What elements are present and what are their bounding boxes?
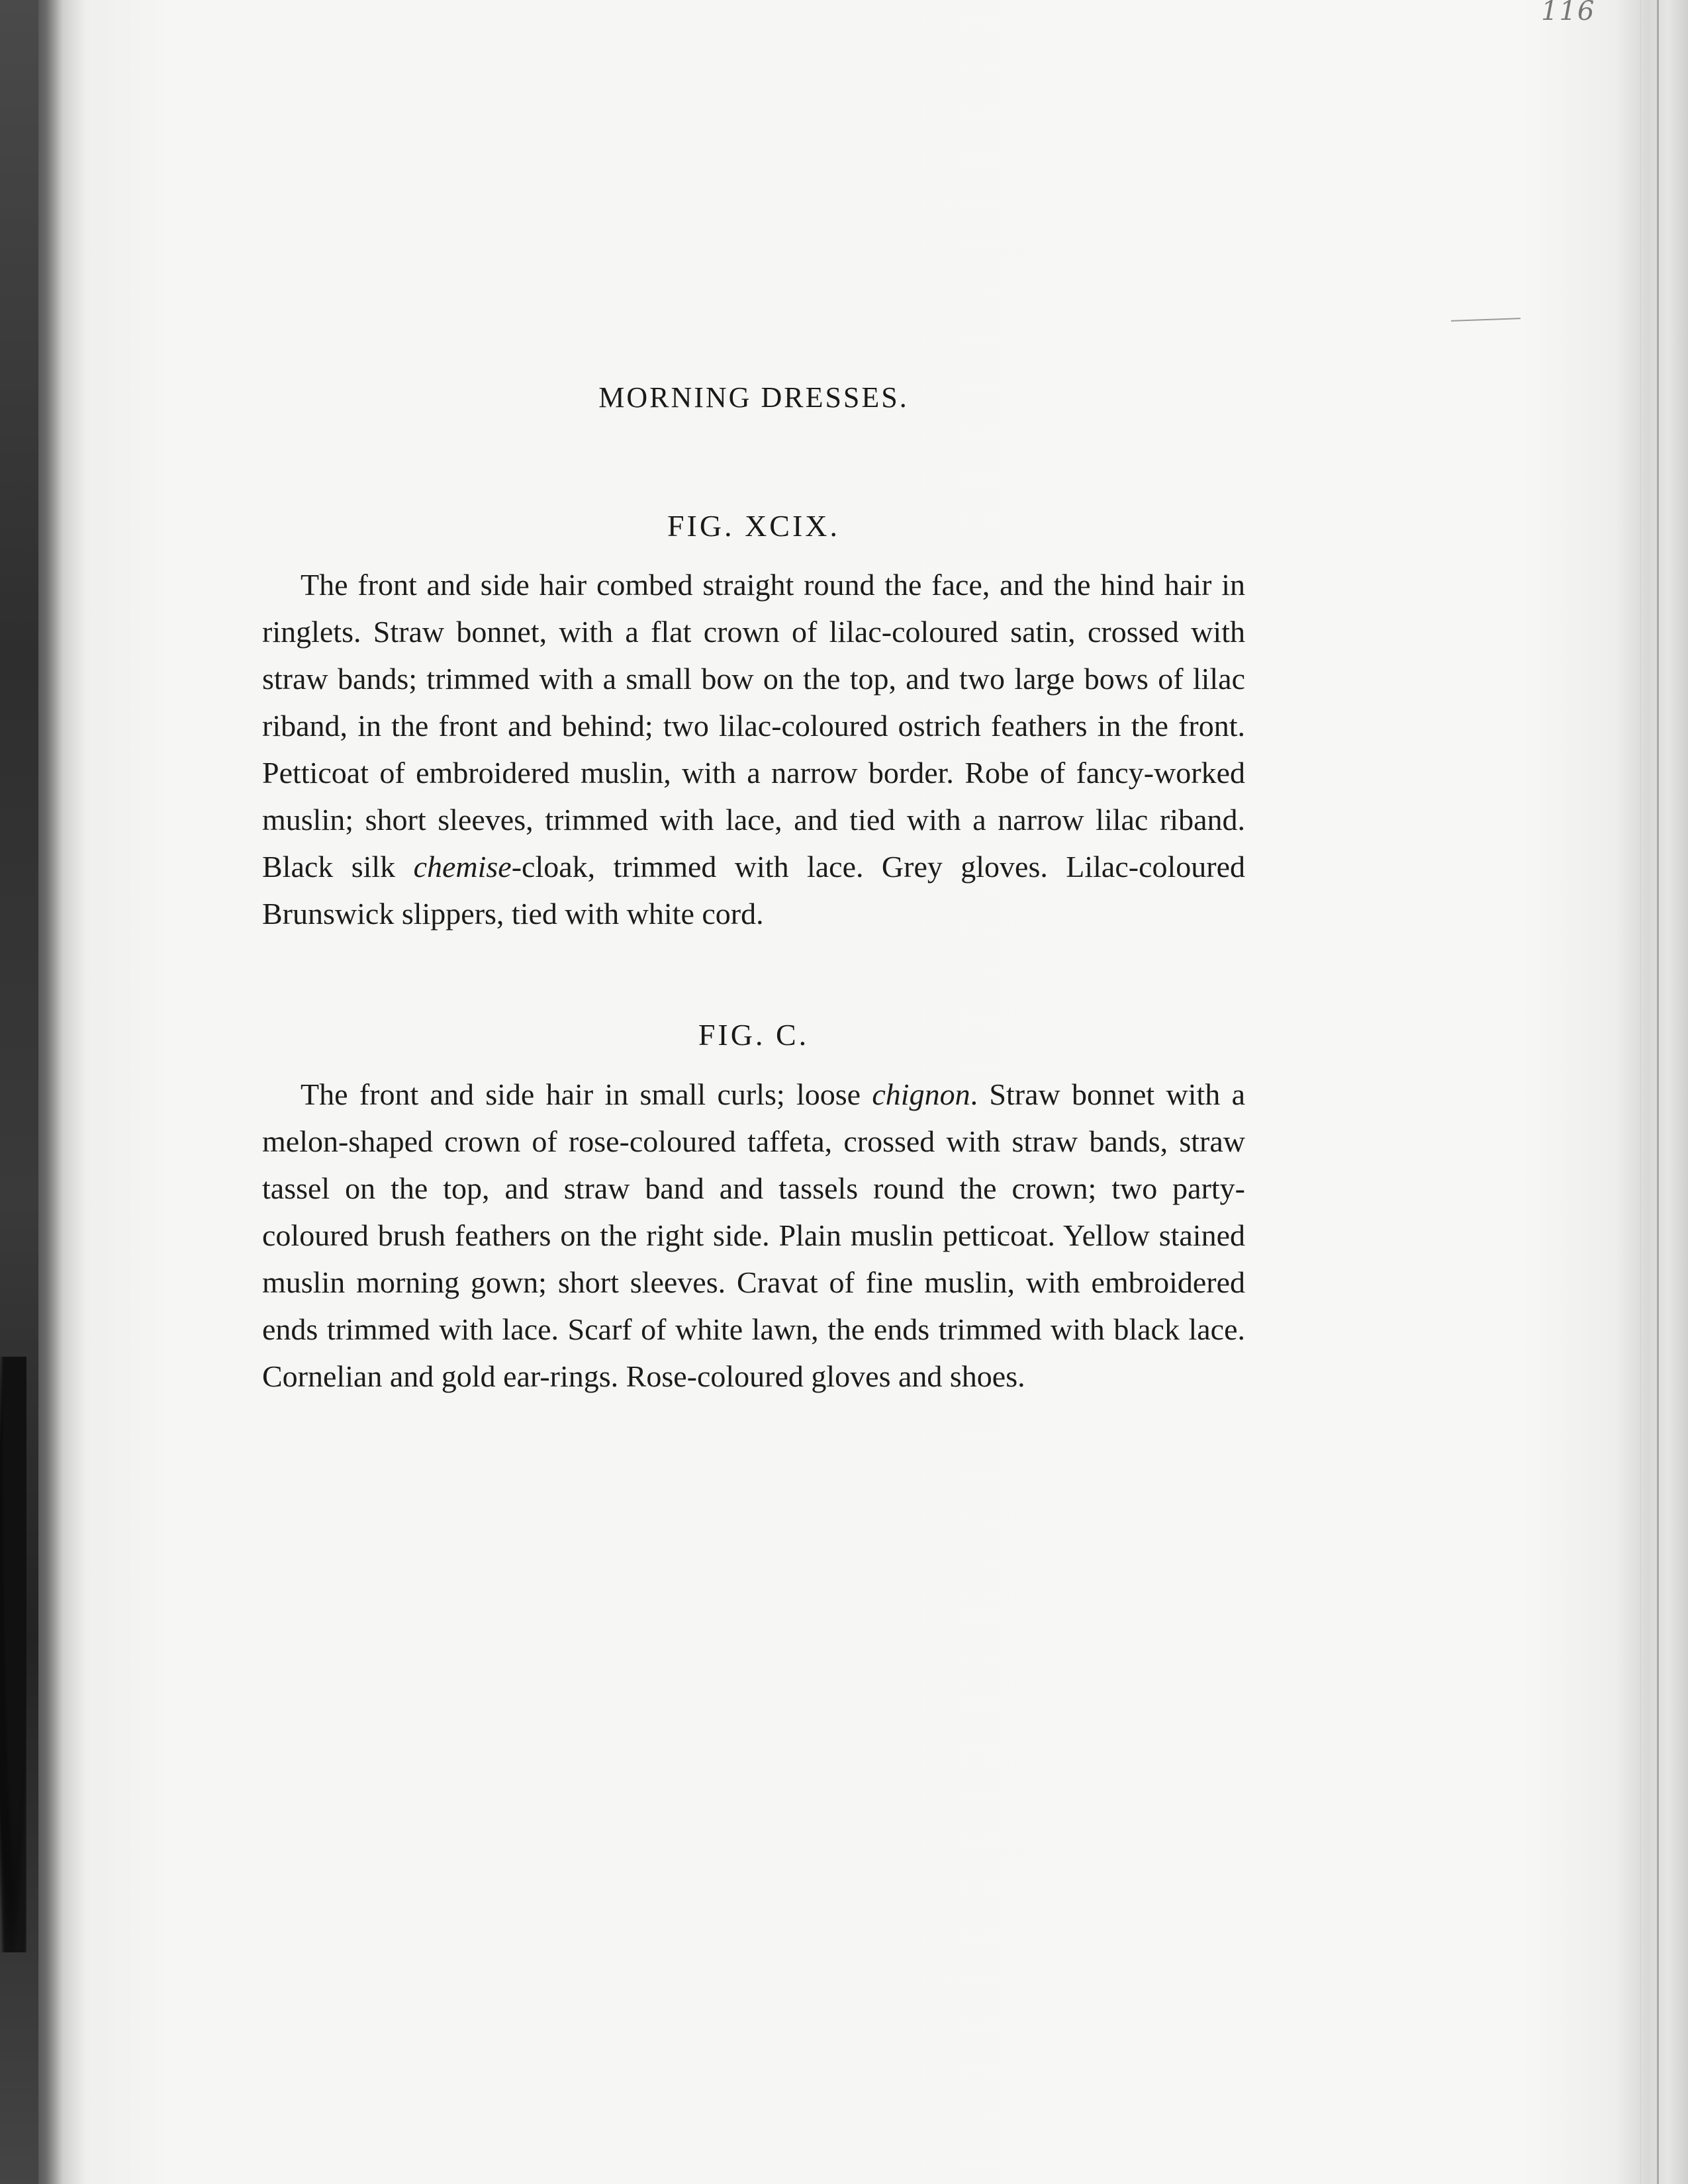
corner-page-number: 116 xyxy=(1541,0,1596,26)
description-text: -cloak, trimmed with lace. Grey gloves. Lilac-coloured Brunswick slippers, tied with white cord. xyxy=(262,850,1245,931)
page-title: MORNING DRESSES. xyxy=(598,381,909,414)
gutter-stains xyxy=(0,1357,26,1952)
description-text: The front and side hair combed straight round the face, and the hind hair in ringlets. Straw bonnet, with a flat crown of lilac-coloured satin, crossed with straw bands; trimmed with a small bow on the top, and two large bows of lilac riband, in the front and behind; two lilac-coloured ostrich feathers in the front. Petticoat of embroidered muslin, with a narrow border. Robe of fancy-worked muslin; short sleeves, trimmed with lace, and tied with a narrow lilac riband. Black silk xyxy=(262,568,1245,884)
description-text: The front and side hair in small curls; loose xyxy=(301,1077,872,1111)
fig-description-xcix xyxy=(262,561,1245,937)
fig-heading-xcix: FIG. XCIX. xyxy=(667,509,841,543)
description-text: . Straw bonnet with a melon-shaped crown of rose-coloured taffeta, crossed with straw bands, straw tassel on the top, and straw band and tassels round the crown; two party-coloured brush feathers on the right side. Plain muslin petticoat. Yellow stained muslin morning gown; short sleeves. Cravat of fine muslin, with embroidered ends trimmed with lace. Scarf of white lawn, the ends trimmed with black lace. Cornelian and gold ear-rings. Rose-coloured gloves and shoes. xyxy=(262,1077,1245,1393)
italic-term: chemise xyxy=(413,850,512,884)
fig-description-c xyxy=(262,1071,1245,1400)
fig-heading-c: FIG. C. xyxy=(698,1018,810,1052)
page-edge-border xyxy=(1657,0,1659,2184)
page-edge-line xyxy=(1640,0,1641,2184)
italic-term: chignon xyxy=(872,1077,970,1111)
